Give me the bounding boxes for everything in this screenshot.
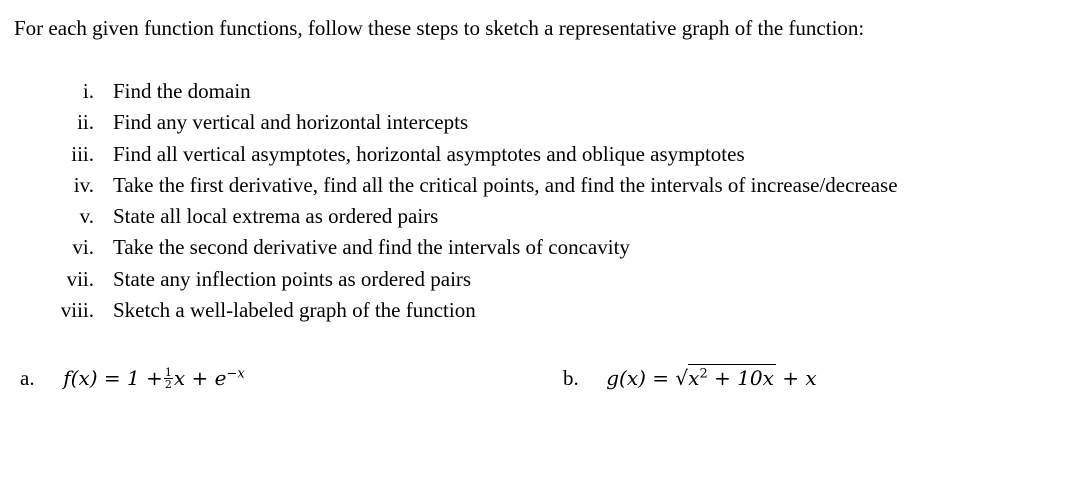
function-f-lhs: f(x) = 1 + — [63, 366, 163, 390]
function-g-lhs: g(x) = — [606, 366, 676, 390]
step-text: Find all vertical asymptotes, horizontal asymptotes and oblique asymptotes — [113, 141, 745, 166]
step-item — [0, 296, 1066, 327]
function-g-rhs: + x — [775, 366, 817, 390]
step-number: i. — [82, 79, 94, 103]
radicand-exponent: 2 — [699, 366, 708, 382]
step-item — [0, 77, 1066, 108]
radical-icon: √ — [675, 366, 689, 390]
step-text: State all local extrema as ordered pairs — [113, 204, 439, 229]
function-f-rhs: x + e — [173, 366, 227, 390]
radicand-rest: + 10x — [707, 366, 774, 390]
step-number: iv. — [73, 172, 94, 197]
step-item — [0, 140, 1066, 171]
radicand — [688, 364, 776, 390]
step-number: ii. — [77, 110, 94, 135]
problem-a — [20, 364, 245, 392]
step-text: Take the first derivative, find all the critical points, and find the intervals of increase/decrease — [113, 172, 898, 197]
step-text: Take the second derivative and find the intervals of concavity — [113, 235, 630, 260]
function-g-formula — [606, 366, 816, 390]
radicand-base: x — [688, 366, 700, 390]
fraction-denominator: 2 — [164, 378, 172, 391]
step-number: iii. — [71, 141, 94, 166]
step-text: State any inflection points as ordered pairs — [113, 266, 472, 291]
step-number: viii. — [60, 298, 94, 323]
step-item — [0, 171, 1066, 202]
step-item — [0, 233, 1066, 264]
step-text: Find any vertical and horizontal intercepts — [113, 110, 469, 135]
step-text: Sketch a well-labeled graph of the function — [113, 298, 476, 323]
steps-list — [0, 77, 1066, 327]
step-number: vi. — [72, 235, 94, 260]
step-item — [0, 108, 1066, 139]
function-f-formula — [63, 366, 244, 390]
step-text: Find the domain — [113, 79, 251, 103]
step-number: vii. — [66, 266, 94, 291]
square-root — [675, 364, 776, 392]
problem-b — [563, 364, 817, 392]
instructions-text: For each given function functions, follow these steps to sketch a representative graph of the function: — [14, 16, 865, 40]
problem-a-label: a. — [20, 366, 35, 390]
step-number: v. — [79, 204, 94, 229]
exponent: −x — [226, 366, 245, 382]
step-item — [0, 202, 1066, 233]
fraction-numerator: 1 — [164, 366, 172, 379]
step-item — [0, 265, 1066, 296]
problem-b-label: b. — [563, 366, 579, 390]
fraction-one-half — [164, 367, 173, 390]
